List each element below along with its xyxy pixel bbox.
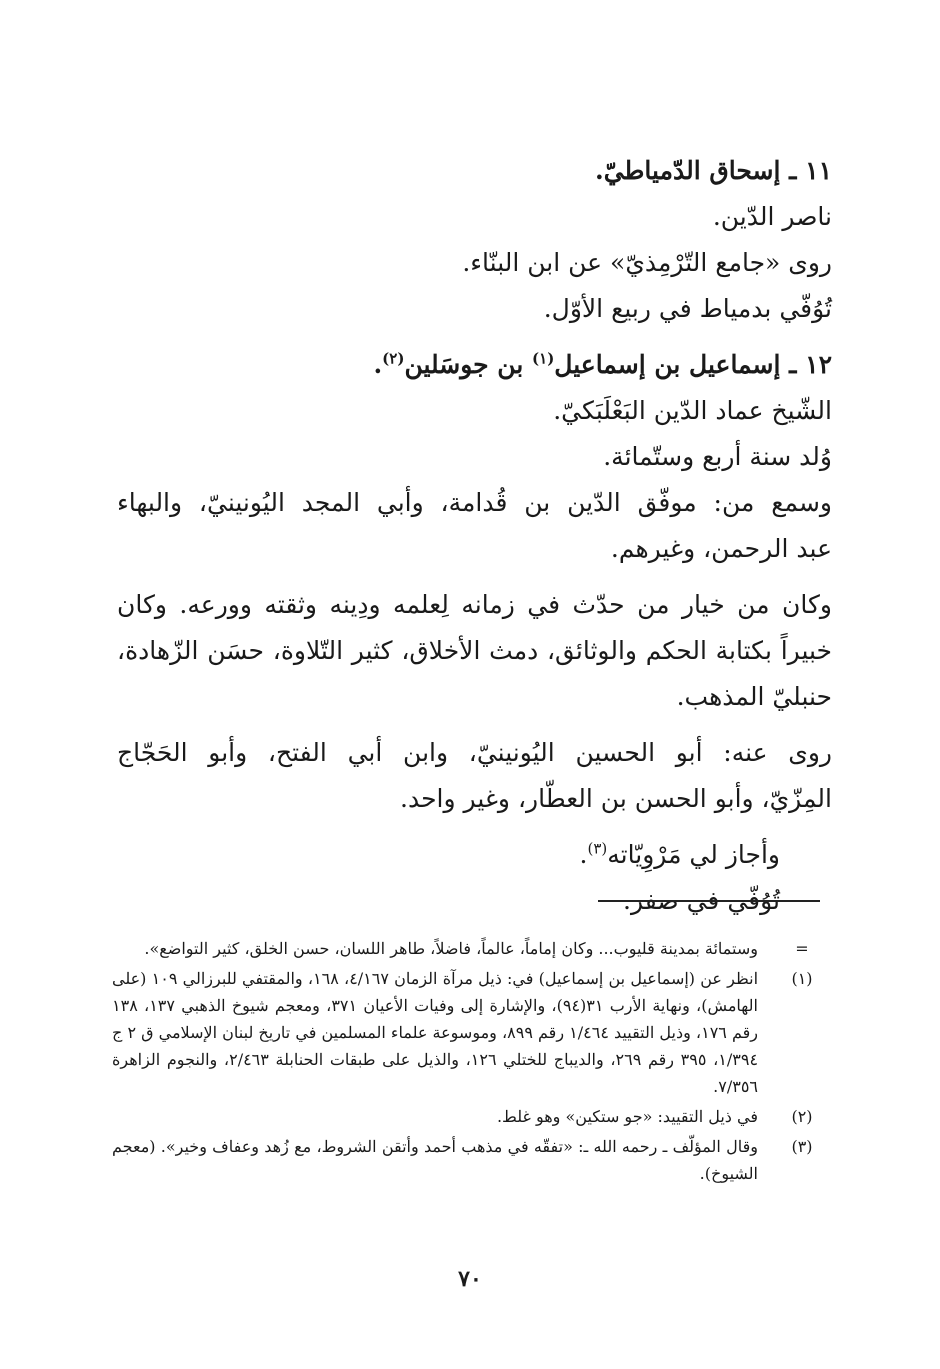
heading-name: ١٢ ـ إسماعيل بن إسماعيل <box>554 350 832 379</box>
footnote-marker: = <box>795 939 809 958</box>
footnote-marker: (٣) <box>791 1137 813 1156</box>
character-line: وكان من خيار من حدّث في زمانه لِعلمه ودِينه وثقته وورعه. وكان <box>117 590 832 619</box>
footnote-ref-1: (١) <box>532 349 555 368</box>
entry-text-line: روى «جامع التّرْمِذيّ» عن ابن البنّاء. <box>462 248 832 277</box>
page-number: ٧٠ <box>458 1266 482 1292</box>
footnote-text: انظر عن (إسماعيل بن إسماعيل) في: ذيل مرآة الزمان ٤/١٦٧، ١٦٨، والمقتفي للبرزالي ١٠٩ (على الهامش)، ونهاية الأرب ٣١(٩٤)، والإشارة إلى وفيات الأعيان ٣٧١، ومعجم شيوخ الذهبي ١٣٧، ١٣٨ رقم ١٧٦، وذيل التقييد ١/٤٦٤ رقم ٨٩٩، وموسوعة علماء المسلمين في تاريخ لبنان الإسلامي ق ٢ ج ١/٣٩٤، ٣٩٥ رقم ٢٦٩، والديباج للختلي ١٢٦، والذيل على طبقات الحنابلة ٢/٤٦٣، والنجوم الزاهرة ٧/٣٥٦. <box>112 969 759 1096</box>
teachers-line: وسمع من: موفّق الدّين بن قُدامة، وأبي المجد اليُونينيّ، والبهاء <box>117 488 832 517</box>
heading-end: . <box>373 350 383 379</box>
entry-text-line: الشّيخ عماد الدّين البَعْلَبَكيّ. <box>553 396 832 425</box>
footnotes <box>112 935 822 1190</box>
entry-text-line: تُوُفّي بدمياط في ربيع الأوّل. <box>543 294 832 323</box>
footnote-text: وقال المؤلّف ـ رحمه الله ـ: «تفقّه في مذهب أحمد وأتقن الشروط، مع زُهد وعفاف وخير». (معجم الشيوخ). <box>112 1137 758 1183</box>
footnote-marker: (١) <box>791 969 813 988</box>
character-line: حنبليّ المذهب. <box>676 682 832 711</box>
entry-text-line: ناصر الدّين. <box>712 202 832 231</box>
character-line: خبيراً بكتابة الحكم والوثائق، دمث الأخلاق، كثير التّلاوة، حسَن الزّهادة، <box>117 636 832 665</box>
footnote-text: في ذيل التقييد: «جو ستكين» وهو غلط. <box>496 1107 758 1126</box>
ijaza-text: وأجاز لي مَرْوِيّاته <box>607 840 780 869</box>
teachers-end: عبد الرحمن، وغيرهم. <box>610 534 832 563</box>
heading-name-cont: بن جوسَلين <box>404 350 533 379</box>
footnote-separator <box>598 900 820 902</box>
main-text <box>117 148 832 924</box>
footnote-marker: (٢) <box>791 1107 813 1126</box>
ijaza-line <box>117 832 832 878</box>
entry-heading-12 <box>117 342 832 388</box>
ijaza-end: . <box>579 840 588 869</box>
footnote-continued <box>112 935 822 962</box>
footnote-ref-3: (٣) <box>587 839 608 858</box>
entry-heading-11: ١١ ـ إسحاق الدّمياطيّ. <box>594 156 832 185</box>
entry-text-line: وُلد سنة أربع وستّمائة. <box>603 442 832 471</box>
footnote-1 <box>112 965 822 1100</box>
footnote-ref-2: (٢) <box>382 349 405 368</box>
footnote-2 <box>112 1103 822 1130</box>
footnote-3 <box>112 1133 822 1187</box>
death-line: تُوُفّي في صفر. <box>623 886 780 915</box>
footnote-text: وستمائة بمدينة قليوب... وكان إماماً، عالماً، فاضلاً، طاهر اللسان، حسن الخلق، كثير التواضع». <box>144 939 758 958</box>
students-line: المِزّيّ، وأبو الحسن بن العطّار، وغير واحد. <box>400 784 832 813</box>
students-line: روى عنه: أبو الحسين اليُونينيّ، وابن أبي الفتح، وأبو الحَجّاج <box>117 738 832 767</box>
